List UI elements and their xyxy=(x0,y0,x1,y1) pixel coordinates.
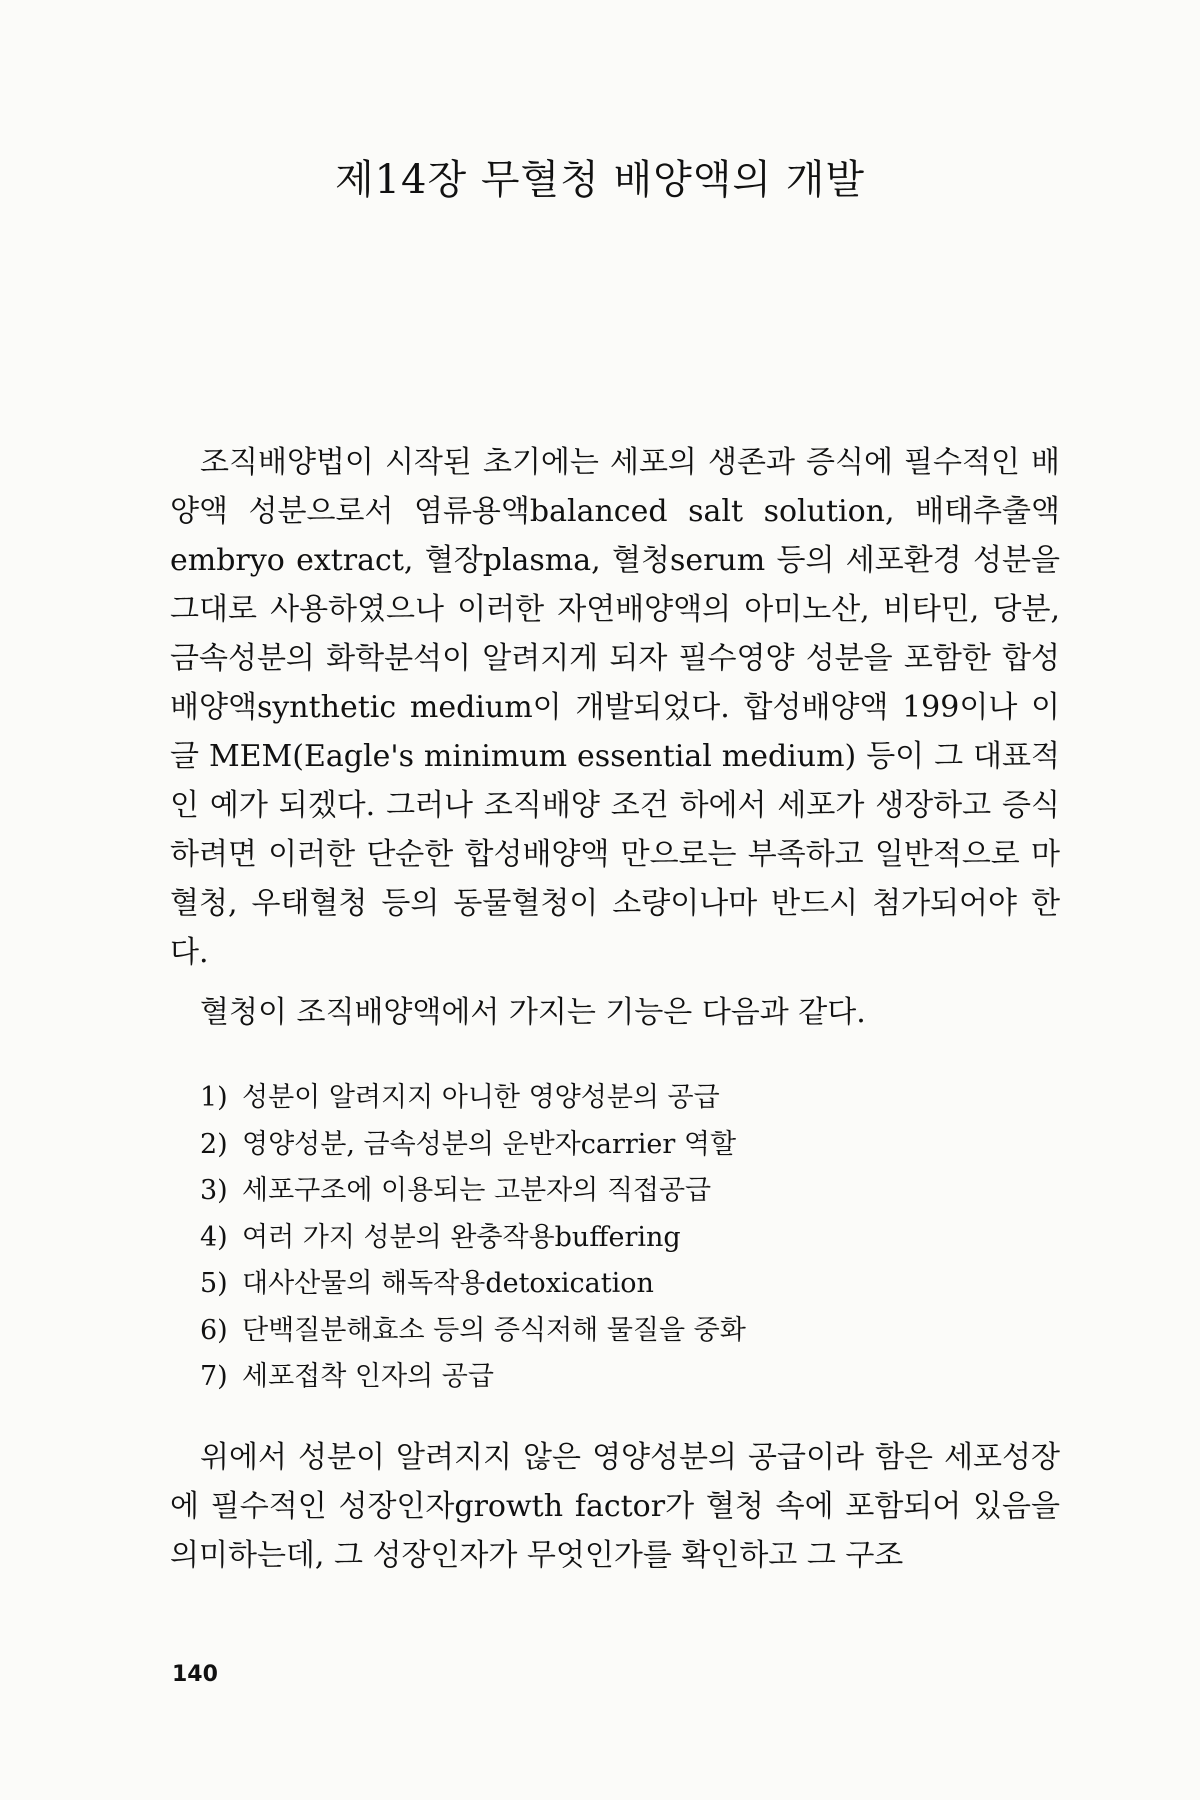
page-number: 140 xyxy=(172,1662,218,1687)
list-item xyxy=(200,1215,746,1262)
list-item xyxy=(200,1261,746,1308)
list-item-text: 세포구조에 이용되는 고분자의 직접공급 xyxy=(242,1175,712,1206)
list-item-number: 3) xyxy=(200,1175,228,1206)
list-item-text: 단백질분해효소 등의 증식저해 물질을 중화 xyxy=(242,1314,746,1346)
list-item xyxy=(200,1168,746,1215)
list-item xyxy=(200,1075,746,1122)
paragraph-serum-functions-intro: 혈청이 조직배양액에서 가지는 기능은 다음과 같다. xyxy=(200,995,866,1030)
list-item-text: 대사산물의 해독작용detoxication xyxy=(242,1268,654,1299)
chapter-title: 제14장 무혈청 배양액의 개발 xyxy=(334,157,866,203)
list-item-number: 5) xyxy=(200,1268,228,1299)
list-item-number: 2) xyxy=(200,1128,228,1160)
list-item-text: 영양성분, 금속성분의 운반자carrier 역할 xyxy=(242,1128,737,1160)
list-item-text: 세포접착 인자의 공급 xyxy=(242,1361,494,1392)
list-item-text: 성분이 알려지지 아니한 영양성분의 공급 xyxy=(242,1082,720,1113)
list-item-number: 4) xyxy=(200,1221,228,1253)
list-item xyxy=(200,1122,746,1169)
list-item-number: 6) xyxy=(200,1314,228,1346)
list-item xyxy=(200,1354,746,1401)
list-item-text: 여러 가지 성분의 완충작용buffering xyxy=(242,1221,681,1253)
paragraph-intro: 조직배양법이 시작된 초기에는 세포의 생존과 증식에 필수적인 배양액 성분으로서 염류용액balanced salt solution, 배태추출액 embryo extract, 혈장plasma, 혈청serum 등의 세포환경 성분을 그대로 사용하였으나 이러한 자연배양액의 아미노산, 비타민, 당분, 금속성분의 화학분석이 알려지게 되자 필수영양 성분을 포함한 합성배양액synthetic medium이 개발되었다. 합성배양액 199이나 이글 MEM(Eagle's minimum essential medium) 등이 그 대표적인 예가 되겠다. 그러나 조직배양 조건 하에서 세포가 생장하고 증식하려면 이러한 단순한 합성배양액 만으로는 부족하고 일반적으로 마혈청, 우태혈청 등의 동물혈청이 소량이나마 반드시 첨가되어야 한다. xyxy=(170,445,1060,970)
list-item-number: 7) xyxy=(200,1361,228,1392)
paragraph-growth-factor: 위에서 성분이 알려지지 않은 영양성분의 공급이라 함은 세포성장에 필수적인 성장인자growth factor가 혈청 속에 포함되어 있음을 의미하는데, 그 성장인자가 무엇인가를 확인하고 그 구조 xyxy=(170,1440,1060,1573)
serum-functions-list xyxy=(200,1075,746,1401)
list-item-number: 1) xyxy=(200,1082,228,1113)
list-item xyxy=(200,1308,746,1355)
